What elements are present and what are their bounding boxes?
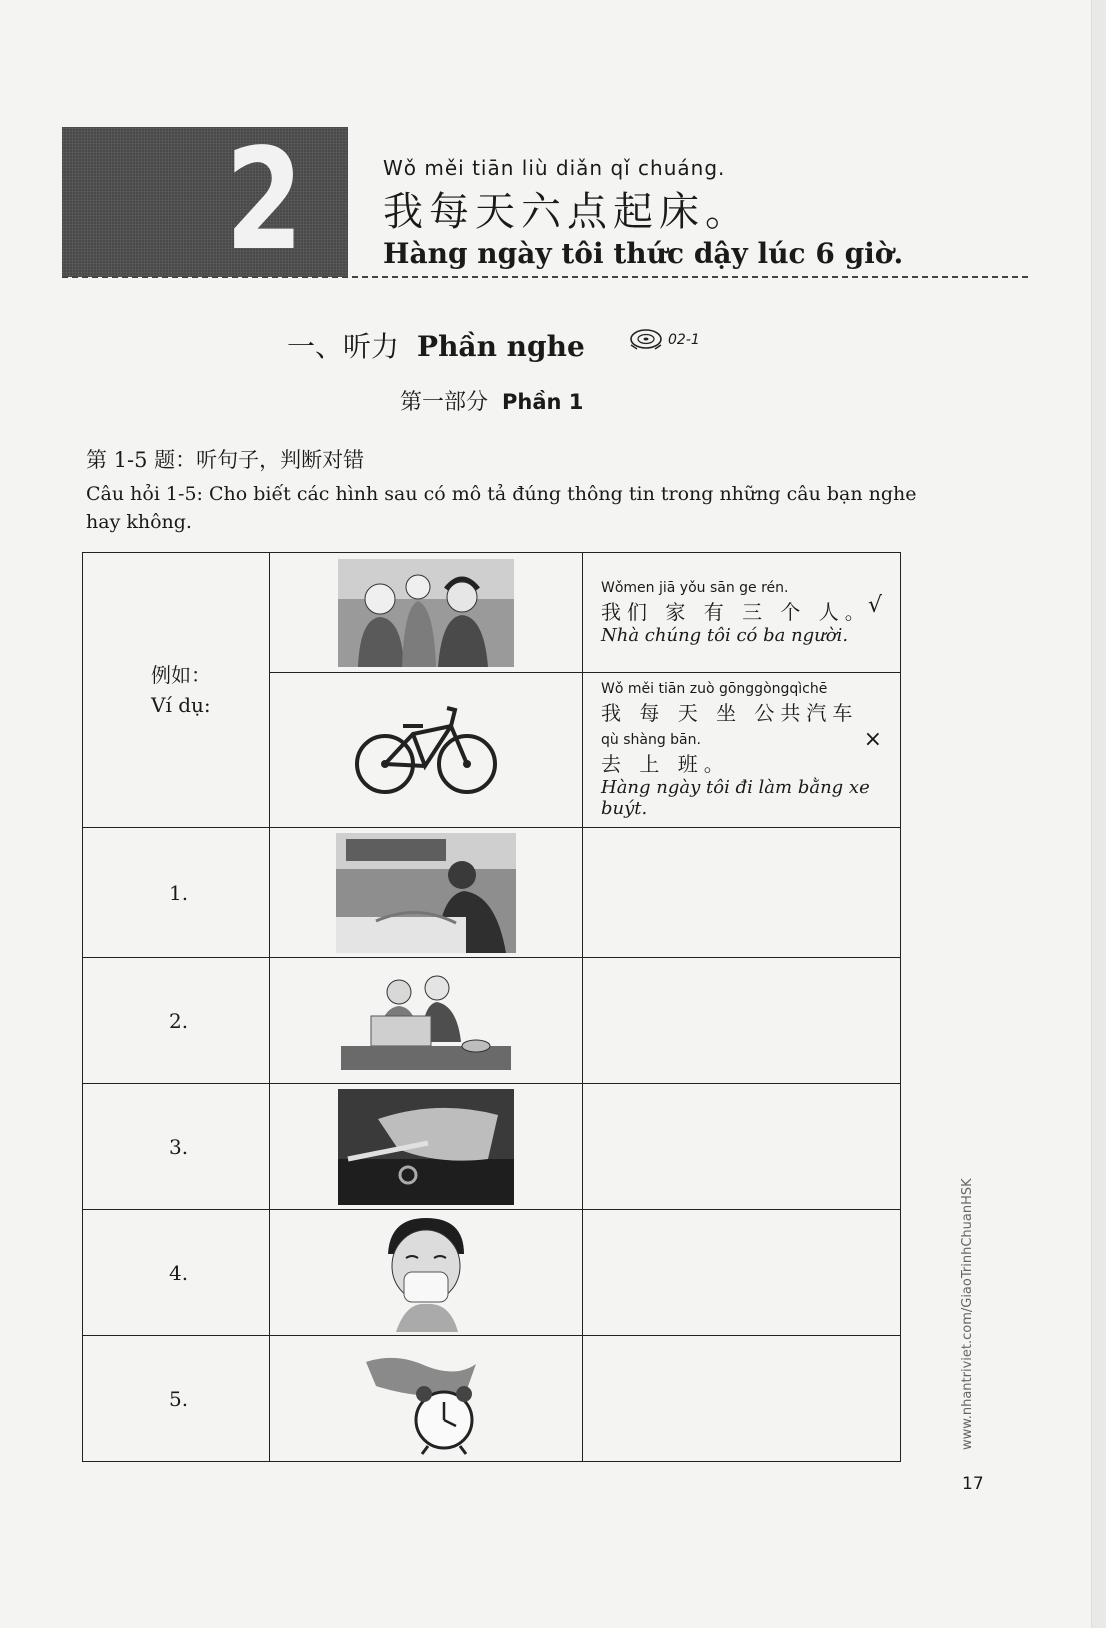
question-instruction-vietnamese: Câu hỏi 1-5: Cho biết các hình sau có mô tả đúng thông tin trong những câu bạn nghe hay không. xyxy=(86,483,917,533)
example-label-vietnamese: Ví dụ: xyxy=(151,693,211,717)
image-cell xyxy=(270,1084,583,1210)
answer-cell-empty xyxy=(583,1084,901,1210)
answer-cell-empty xyxy=(583,958,901,1084)
section-title-vietnamese: Phần nghe xyxy=(417,330,585,363)
image-cell xyxy=(270,1336,583,1462)
item-number: 5. xyxy=(83,1336,270,1462)
elderly-couple-breakfast-image xyxy=(341,972,511,1070)
item-number: 4. xyxy=(83,1210,270,1336)
exercise-table xyxy=(82,552,901,1462)
cd-icon xyxy=(628,327,664,351)
audio-track-code: 02-1 xyxy=(668,332,700,348)
table-row xyxy=(83,553,901,673)
person-sneezing-image xyxy=(366,1214,486,1332)
cross-mark: × xyxy=(863,727,882,752)
image-cell xyxy=(270,828,583,958)
example-label-chinese: 例如： xyxy=(151,663,211,687)
image-cell xyxy=(270,673,583,828)
section-title-chinese: 一、听力 xyxy=(287,330,400,363)
sentence-pinyin: Wǒ měi tiān zuò gōnggòngqìchē xyxy=(601,681,828,697)
sentence-pinyin: qù shàng bān. xyxy=(601,732,701,748)
table-row xyxy=(83,1210,901,1336)
sentence-vietnamese: Nhà chúng tôi có ba người. xyxy=(601,624,849,646)
answer-cell xyxy=(583,673,901,828)
image-cell xyxy=(270,1210,583,1336)
lesson-title-chinese: 我每天六点起床。 xyxy=(383,189,751,235)
sentence-vietnamese: Hàng ngày tôi đi làm bằng xe buýt. xyxy=(601,777,870,819)
item-number: 3. xyxy=(83,1084,270,1210)
table-row xyxy=(83,1084,901,1210)
person-cooking-image xyxy=(336,833,516,953)
table-row xyxy=(83,828,901,958)
item-number: 1. xyxy=(83,828,270,958)
family-photo-image xyxy=(338,559,514,667)
item-number: 2. xyxy=(83,958,270,1084)
dashed-divider xyxy=(62,276,1028,278)
publisher-url: www.nhantriviet.com/GiaoTrinhChuanHSK xyxy=(960,1178,975,1450)
table-row xyxy=(83,1336,901,1462)
answer-cell xyxy=(583,553,901,673)
check-mark: √ xyxy=(867,593,882,618)
question-instruction-chinese: 第 1-5 题：听句子，判断对错 xyxy=(86,448,365,472)
page-number: 17 xyxy=(962,1474,984,1494)
lesson-title-pinyin: Wǒ měi tiān liù diǎn qǐ chuáng. xyxy=(383,156,726,180)
part-title-vietnamese: Phần 1 xyxy=(502,390,584,414)
bicycle-image xyxy=(351,700,501,800)
page-edge xyxy=(1091,0,1106,1628)
lesson-number-block xyxy=(62,119,348,282)
sentence-chinese: 我 每 天 坐 公共汽车 xyxy=(601,701,859,725)
sentence-pinyin: Wǒmen jiā yǒu sān ge rén. xyxy=(601,579,789,596)
lesson-number: 2 xyxy=(224,119,298,282)
alarm-clock-image xyxy=(356,1342,496,1456)
image-cell xyxy=(270,553,583,673)
answer-cell-empty xyxy=(583,1210,901,1336)
answer-cell-empty xyxy=(583,1336,901,1462)
answer-cell-empty xyxy=(583,828,901,958)
table-row xyxy=(83,958,901,1084)
hand-with-keys-image xyxy=(338,1089,514,1205)
lesson-title-vietnamese: Hàng ngày tôi thức dậy lúc 6 giờ. xyxy=(383,237,904,270)
section-title xyxy=(287,325,585,365)
part-title xyxy=(400,385,583,416)
image-cell xyxy=(270,958,583,1084)
example-label xyxy=(83,553,270,828)
part-title-chinese: 第一部分 xyxy=(400,390,489,415)
sentence-chinese: 我们 家 有 三 个 人。 xyxy=(601,599,871,624)
sentence-chinese: 去 上 班。 xyxy=(601,752,730,776)
